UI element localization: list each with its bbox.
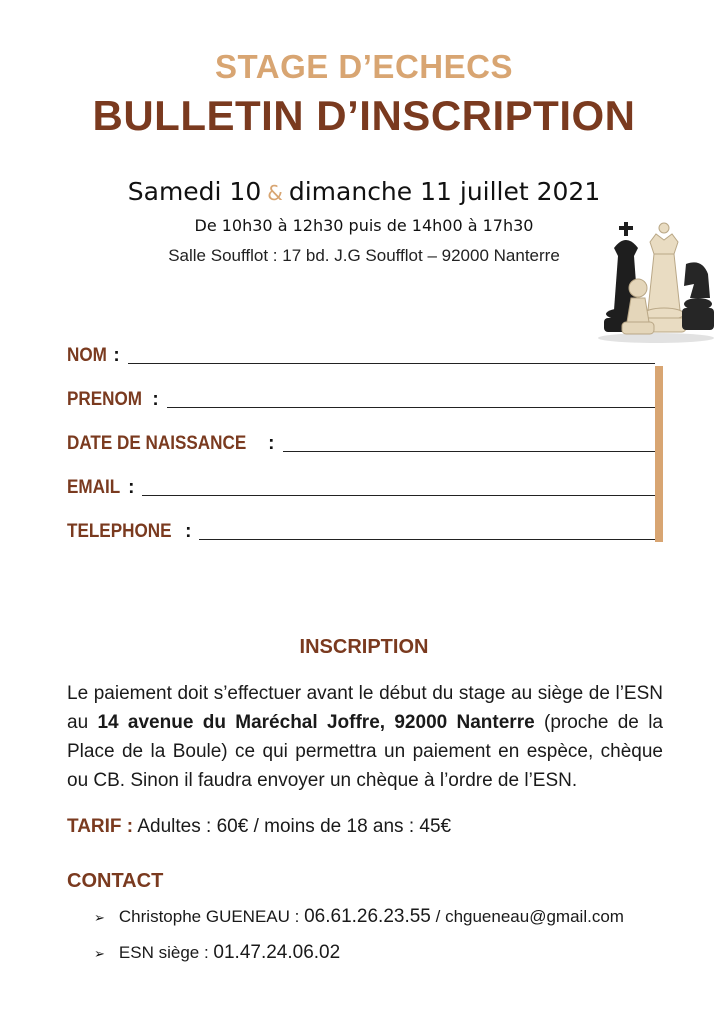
- nom-field[interactable]: [128, 361, 655, 364]
- field-colon: :: [152, 389, 159, 410]
- contact-email: / chgueneau@gmail.com: [435, 907, 624, 926]
- field-label-prenom: PRENOM: [67, 389, 143, 410]
- telephone-field[interactable]: [199, 537, 655, 540]
- event-address: Salle Soufflot : 17 bd. J.G Soufflot – 92000 Nanterre: [168, 246, 560, 265]
- tarif-row: [67, 816, 451, 838]
- inscription-address: 14 avenue du Maréchal Joffre, 92000 Nanterre: [97, 712, 535, 733]
- prenom-field[interactable]: [167, 405, 655, 408]
- inscription-title: INSCRIPTION: [299, 636, 429, 658]
- field-row-nom: [67, 341, 655, 367]
- tarif-text: Adultes : 60€ / moins de 18 ans : 45€: [137, 816, 452, 837]
- field-label-email: EMAIL: [67, 477, 121, 498]
- date-sunday: dimanche 11 juillet 2021: [288, 177, 601, 206]
- date-saturday: Samedi 10: [127, 177, 262, 206]
- contact-title: CONTACT: [67, 870, 164, 892]
- event-dates: [0, 177, 728, 206]
- tarif-label: TARIF :: [67, 816, 134, 837]
- contact-name: Christophe GUENEAU :: [118, 907, 300, 926]
- field-colon: :: [268, 433, 275, 454]
- email-field[interactable]: [142, 493, 655, 496]
- inscription-text-before: Le paiement doit s’effectuer avant le début du stage au siège de l’ESN au: [67, 683, 663, 733]
- field-label-telephone: TELEPHONE: [67, 521, 172, 542]
- inscription-paragraph: [67, 679, 663, 795]
- field-colon: :: [128, 477, 135, 498]
- field-row-telephone: [67, 517, 655, 543]
- field-label-date-naissance: DATE DE NAISSANCE: [67, 433, 247, 454]
- field-colon: :: [113, 345, 120, 366]
- arrow-bullet-icon: ➢: [94, 946, 105, 961]
- event-kicker: STAGE D’ECHECS: [215, 48, 513, 85]
- page-title: BULLETIN D’INSCRIPTION: [92, 92, 636, 139]
- event-hours: De 10h30 à 12h30 puis de 14h00 à 17h30: [194, 216, 534, 235]
- field-label-nom: NOM: [67, 345, 107, 366]
- field-row-date-naissance: [67, 429, 655, 455]
- form-accent-bar: [655, 366, 663, 542]
- field-row-prenom: [67, 385, 655, 411]
- contact-phone: 06.61.26.23.55: [304, 906, 431, 927]
- field-row-email: [67, 473, 655, 499]
- contact-item: [94, 942, 340, 964]
- inscription-text-after: (proche de la Place de la Boule) ce qui permettra un paiement en espèce, chèque ou CB. Sinon il faudra envoyer un chèque à l’ordre de l’ESN.: [67, 712, 663, 791]
- date-naissance-field[interactable]: [283, 449, 656, 452]
- contact-phone: 01.47.24.06.02: [213, 942, 341, 963]
- field-colon: :: [185, 521, 192, 542]
- arrow-bullet-icon: ➢: [94, 910, 105, 925]
- contact-name: ESN siège :: [118, 943, 209, 962]
- chess-pieces-icon: [594, 214, 718, 344]
- date-ampersand: &: [267, 181, 283, 205]
- contact-item: [94, 906, 624, 928]
